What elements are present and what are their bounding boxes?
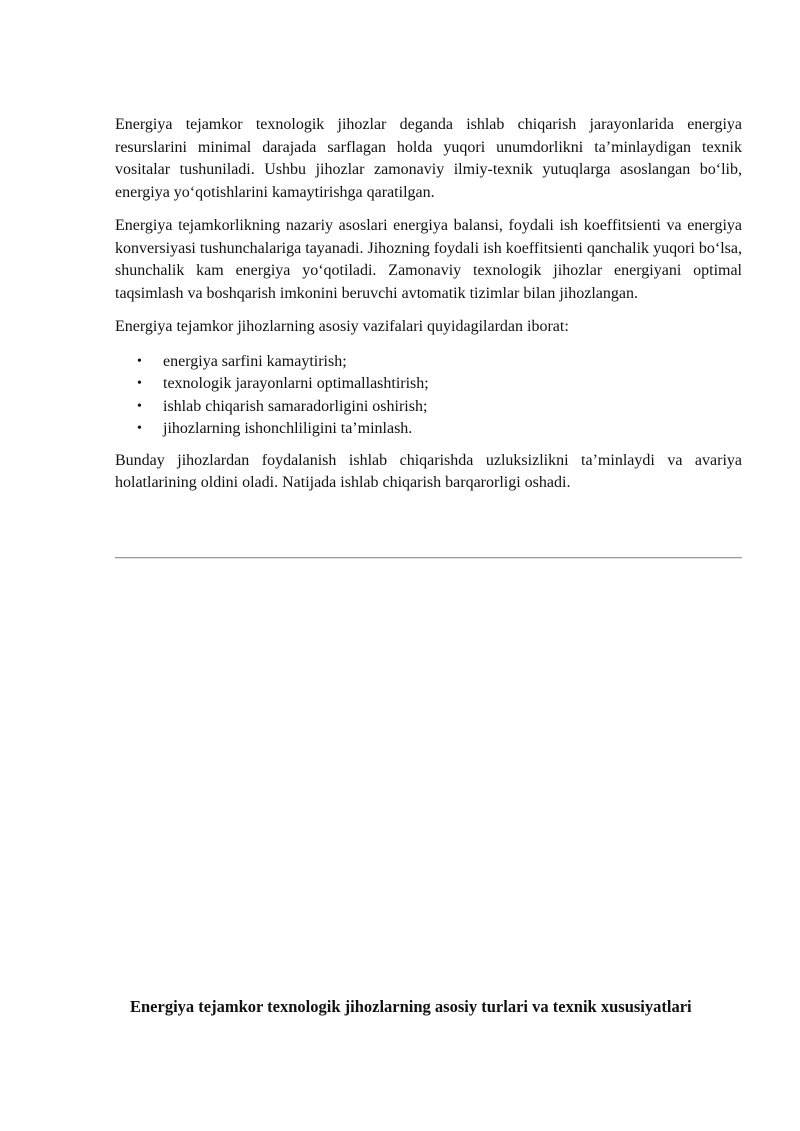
bullet-icon: • [137, 421, 142, 436]
paragraph-definition: Energiya tejamkor texnologik jihozlar deganda ishlab chiqarish jarayonlarida energiya resurslarini minimal darajada sarflagan holda yuqori unumdorlikni ta’minlaydigan texnik vositalar tushuniladi. Ushbu jihozlar zamonaviy ilmiy-texnik yutuqlarga asoslangan bo‘lib, energiya yo‘qotishlarini kamaytirishga qaratilgan. [115, 116, 742, 201]
paragraph-tasks-intro: Energiya tejamkor jihozlarning asosiy vazifalari quyidagilardan iborat: [115, 318, 569, 335]
bullet-icon: • [137, 353, 142, 369]
list-item [115, 418, 742, 441]
list-item [115, 396, 742, 419]
bullet-icon: • [137, 376, 142, 391]
list-item-text: ishlab chiqarish samaradorligini oshirish; [163, 397, 428, 415]
paragraph-theory: Energiya tejamkorlikning nazariy asoslari energiya balansi, foydali ish koeffitsienti va energiya konversiyasi tushunchalariga tayanadi. Jihozning foydali ish koeffitsienti qanchalik yuqori bo‘lsa, shunchalik kam energiya yo‘qotiladi. Zamonaviy texnologik jihozlar energiyani optimal taqsimlash va boshqarish imkonini beruvchi avtomatik tizimlar bilan jihozlangan. [115, 217, 742, 302]
paragraph-conclusion: Bunday jihozlardan foydalanish ishlab chiqarishda uzluksizlikni ta’minlaydi va avariya holatlarining oldini oladi. Natijada ishlab chiqarish barqarorligi oshadi. [115, 451, 742, 491]
list-item-text: texnologik jarayonlarni optimallashtirish; [163, 375, 429, 392]
horizontal-divider [115, 557, 742, 558]
list-item-text: energiya sarfini kamaytirish; [163, 352, 347, 370]
list-item-text: jihozlarning ishonchliligini ta’minlash. [163, 420, 413, 437]
document-body [115, 114, 742, 495]
list-item [115, 373, 742, 396]
bullet-icon: • [137, 398, 142, 414]
tasks-list [115, 351, 742, 441]
section-heading: Energiya tejamkor texnologik jihozlarning asosiy turlari va texnik xususiyatlari [130, 997, 692, 1016]
list-item [115, 351, 742, 374]
